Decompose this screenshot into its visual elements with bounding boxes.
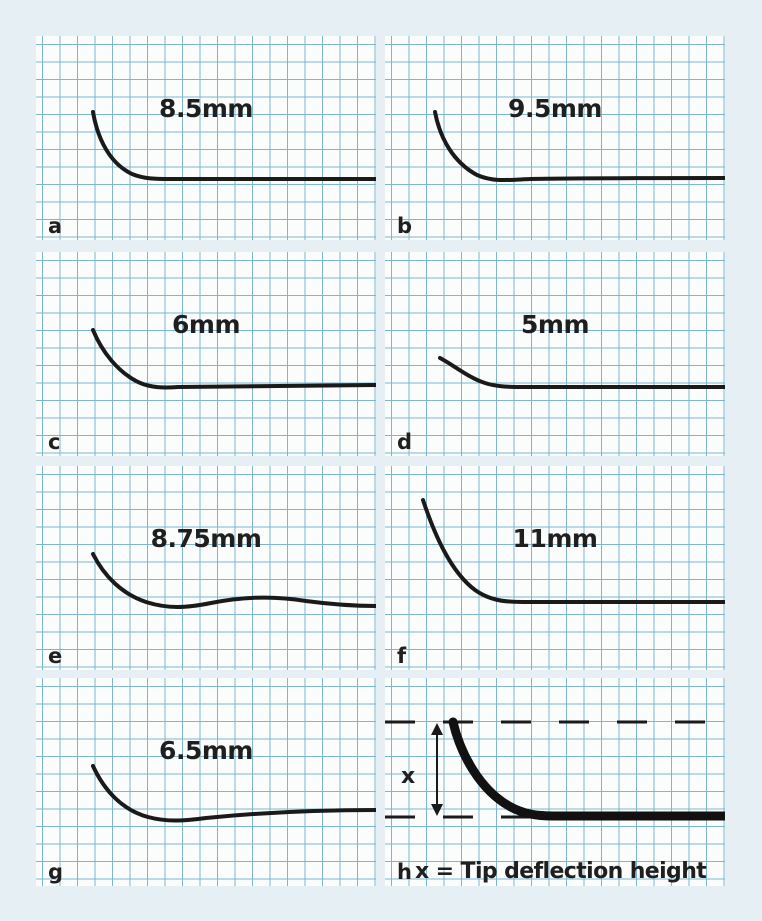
panel-h-diagram [385,678,725,886]
panel-g [36,678,376,886]
panel-a [36,36,376,240]
measurement-label: 9.5mm [508,94,602,123]
guidewire-curve [36,678,376,886]
measurement-label: 8.75mm [150,524,262,553]
guidewire-curve [36,466,376,670]
guidewire-curve [36,252,376,456]
variable-x-label: x [401,764,416,789]
panel-b [385,36,725,240]
guidewire-curve [385,466,725,670]
measurement-label: 8.5mm [159,94,253,123]
panel-label: b [397,214,413,238]
arrowhead-top [431,723,443,735]
diagram-caption: x = Tip deflection height [415,859,707,884]
measurement-label: 6.5mm [159,736,253,765]
panel-f [385,466,725,670]
deflection-diagram [385,678,725,886]
arrowhead-bottom [431,804,443,816]
deflected-wire [453,722,725,816]
panel-label: a [48,214,63,238]
measurement-label: 11mm [512,524,598,553]
guidewire-curve [36,36,376,240]
measurement-label: 5mm [521,310,589,339]
panel-e [36,466,376,670]
panel-label: h [397,860,412,884]
panel-label: e [48,644,63,668]
panel-label: c [48,430,61,454]
panel-label: g [48,860,64,884]
guidewire-curve [385,36,725,240]
measurement-label: 6mm [172,310,240,339]
panel-label: d [397,430,413,454]
panel-label: f [397,644,407,668]
panel-c [36,252,376,456]
guidewire-curve [385,252,725,456]
panel-d [385,252,725,456]
